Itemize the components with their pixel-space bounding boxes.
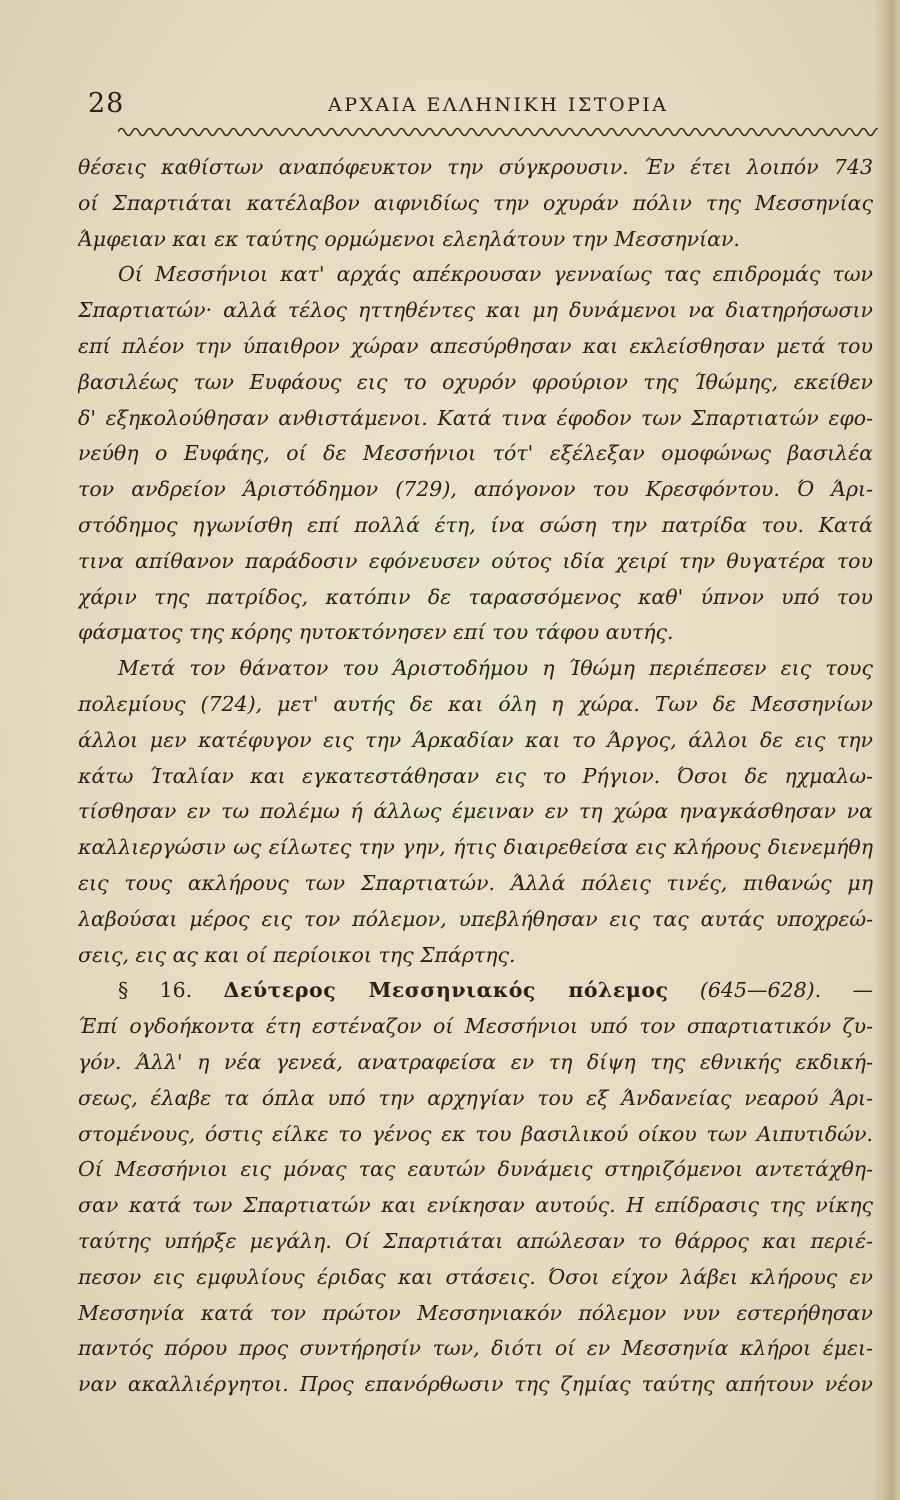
text-line: νεύθη ο Ευφάης, οί δε Μεσσήνιοι τότ' εξέλεξαν ομοφώνως βασιλέα [78,441,873,466]
text-line: Μετά τον θάνατον του Άριστοδήμου η Ίθώμη περιέπεσεν εις τους [118,656,873,681]
text-line: φάσματος της κόρης ηυτοκτόνησεν επί του τάφου αυτής. [78,620,674,645]
text-line: θέσεις καθίστων αναπόφευκτον την σύγκρουσιν. Έν έτει λοιπόν 743 [78,155,873,179]
running-title: ΑΡΧΑΙΑ ΕΛΛΗΝΙΚΗ ΙΣΤΟΡΙΑ [328,94,669,116]
section-number: § 16. [118,978,224,1003]
text-line: εις τους ακλήρους των Σπαρτιατών. Άλλά πόλεις τινές, πιθανώς μη [78,870,873,895]
text-line: χάριν της πατρίδος, κατόπιν δε ταρασσόμενος καθ' ύπνον υπό του [78,584,873,609]
wavy-rule-ornament [118,122,878,142]
text-line: σεις, εις ας και οί περίοικοι της Σπάρτης. [78,942,516,967]
text-line: πεσον εις εμφυλίους έριδας και στάσεις. Όσοι είχον λάβει κλήρους εν [78,1264,873,1289]
text-line: ναν ακαλλιέργητοι. Προς επανόρθωσιν της ζημίας ταύτης απήτουν νέον [78,1372,873,1397]
text-line: τινα απίθανον παράδοσιν εφόνευσεν ούτος ιδία χειρί την θυγατέρα του [78,548,873,573]
text-line: γόν. Άλλ' η νέα γενεά, ανατραφείσα εν τη δίψη της εθνικής εκδική- [78,1049,873,1074]
page-number: 28 [88,88,125,119]
text-line: ταύτης υπήρξε μεγάλη. Οί Σπαρτιάται απώλεσαν το θάρρος και περιέ- [78,1228,873,1253]
text-line: σεως, έλαβε τα όπλα υπό την αρχηγίαν του εξ Άνδανείας νεαρού Άρι- [78,1085,873,1110]
text-line: κάτω Ίταλίαν και εγκατεστάθησαν εις το Ρήγιον. Όσοι δε ηχμαλω- [78,763,873,788]
text-line: σαν κατά των Σπαρτιατών και ενίκησαν αυτούς. Η επίδρασις της νίκης [78,1193,873,1218]
text-line: Άμφειαν και εκ ταύτης ορμώμενοι ελεηλάτουν την Μεσσηνίαν. [78,226,740,251]
text-line: οί Σπαρτιάται κατέλαβον αιφνιδίως την οχυράν πόλιν της Μεσσηνίας [78,190,873,215]
section-heading [78,973,873,1009]
text-line: άλλοι μεν κατέφυγον εις την Άρκαδίαν και το Άργος, άλλοι δε εις την [78,727,873,752]
text-line: στομένους, όστις είλκε το γένος εκ του βασιλικού οίκου των Αιπυτιδών. [78,1121,873,1146]
text-line: Έπί ογδοήκοντα έτη εστέναζον οί Μεσσήνιοι υπό τον σπαρτιατικόν ζυ- [78,1014,873,1039]
text-body [78,150,873,1403]
page-edge [874,0,900,1500]
text-line: τον ανδρείον Άριστόδημον (729), απόγονον του Κρεσφόντου. Ό Άρι- [78,477,873,502]
text-line: παντός πόρου προς συντήρησίν των, διότι οί εν Μεσσηνία κλήροι έμει- [78,1336,873,1361]
text-line: βασιλέως των Ευφάους εις το οχυρόν φρούριον της Ίθώμης, εκείθεν [78,369,873,394]
text-line: επί πλέον την ύπαιθρον χώραν απεσύρθησαν και εκλείσθησαν μετά του [78,333,873,358]
text-line: πολεμίους (724), μετ' αυτής δε και όλη η χώρα. Των δε Μεσσηνίων [78,691,873,716]
text-line: Οί Μεσσήνιοι εις μόνας τας εαυτών δυνάμεις στηριζόμενοι αντετάχθη- [78,1157,873,1182]
text-line: τίσθησαν εν τω πολέμω ή άλλως έμειναν εν τη χώρα ηναγκάσθησαν να [78,799,873,824]
text-line: Σπαρτιατών· αλλά τέλος ηττηθέντες και μη δυνάμενοι να διατηρήσωσιν [78,298,873,323]
section-title: Δεύτερος Μεσσηνιακός πόλεμος [223,978,669,1003]
section-dates: (645—628). — [699,978,873,1003]
text-line: Μεσσηνία κατά τον πρώτον Μεσσηνιακόν πόλεμον νυν εστερήθησαν [78,1300,873,1325]
text-line: στόδημος ηγωνίσθη επί πολλά έτη, ίνα σώση την πατρίδα του. Κατά [78,512,873,537]
text-line: Οί Μεσσήνιοι κατ' αρχάς απέκρουσαν γενναίως τας επιδρομάς των [118,262,873,287]
text-line: λαβούσαι μέρος εις τον πόλεμον, υπεβλήθησαν εις τας αυτάς υποχρεώ- [78,906,873,931]
text-line: καλλιεργώσιν ως είλωτες την γην, ήτις διαιρεθείσα εις κλήρους διενεμήθη [78,835,873,860]
text-line: δ' εξηκολούθησαν ανθιστάμενοι. Κατά τινα έφοδον των Σπαρτιατών εφο- [78,405,873,430]
